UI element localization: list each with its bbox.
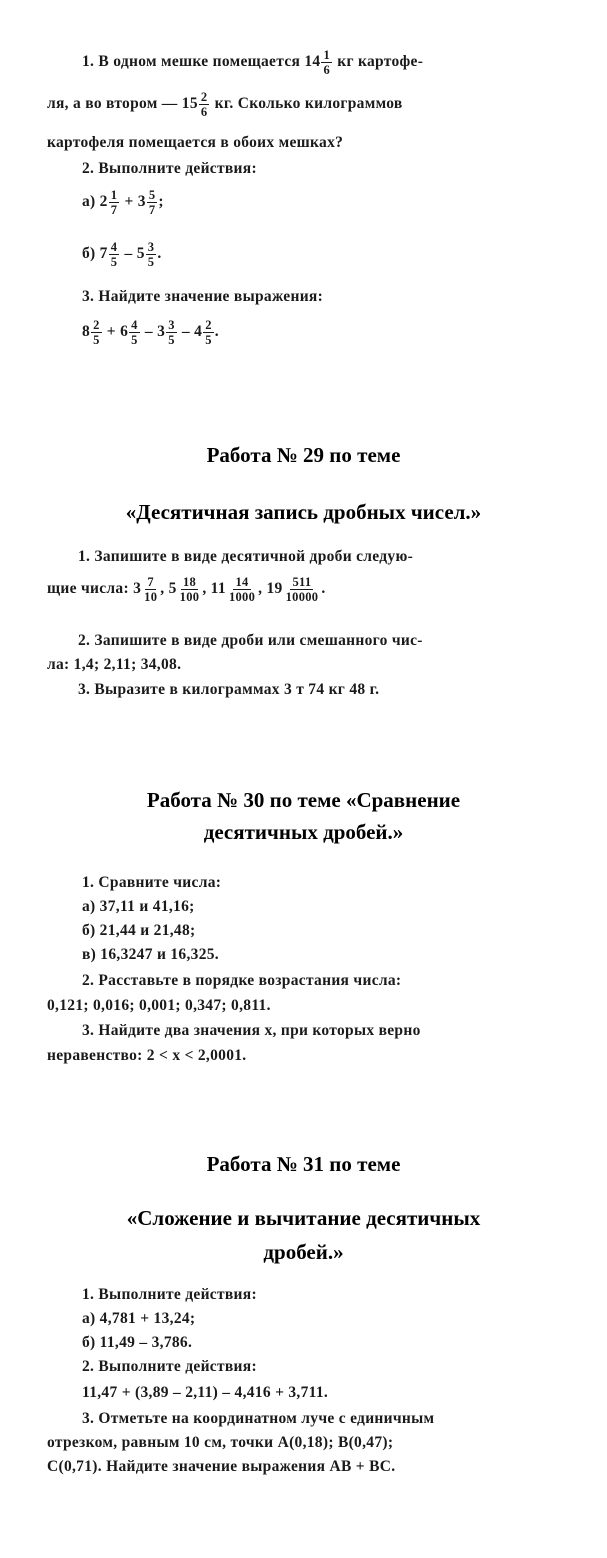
fraction: $\frac{4}{5}$ — [131, 318, 138, 347]
fraction: $\frac{18}{100}$ — [179, 575, 200, 604]
work-31-task-3-line-2: отрезком, равным 10 см, точки A(0,18); B(0,47); — [47, 1434, 394, 1451]
work-31-title: Работа № 31 по теме — [206, 1152, 401, 1176]
work-30-task-2-line-2: 0,121; 0,016; 0,001; 0,347; 0,811. — [47, 997, 271, 1014]
work-30-task-1-heading: 1. Сравните числа: — [82, 874, 222, 891]
work-29-topic: «Десятичная запись дробных чисел.» — [125, 500, 482, 524]
work-30-task-2-line-1: 2. Расставьте в порядке возрастания числа: — [82, 972, 402, 989]
task-1-line-2: ля, а во втором — 15 $\frac{2}{6}$ кг. Сколько килограммов — [47, 90, 403, 119]
fraction: $\frac{3}{5}$ — [168, 318, 175, 347]
fraction: $\frac{5}{7}$ — [148, 188, 156, 217]
fraction: $\frac{7}{10}$ — [144, 575, 158, 604]
work-31-task-3-line-1: 3. Отметьте на координатном луче с единичным — [82, 1410, 435, 1427]
work-31-task-1b: б) 11,49 – 3,786. — [82, 1334, 193, 1351]
work-29-task-1-line-2: щие числа: 3 $\frac{7}{10}$ , 5 $\frac{18}{100}$ , 11 $\frac{14}{1000}$ , 19 $\frac{511}{10000}$ . — [47, 575, 326, 604]
work-30-task-1c: в) 16,3247 и 16,325. — [82, 946, 219, 963]
work-30-title: Работа № 30 по теме «Сравнение — [146, 788, 461, 812]
work-31-task-2-expression: 11,47 + (3,89 – 2,11) – 4,416 + 3,711. — [82, 1384, 329, 1401]
fraction: $\frac{4}{5}$ — [110, 240, 118, 269]
work-30-topic: десятичных дробей.» — [203, 820, 404, 844]
work-29-task-2-line-1: 2. Запишите в виде дроби или смешанного чис- — [78, 632, 423, 649]
work-31-task-2-heading: 2. Выполните действия: — [82, 1358, 257, 1375]
work-29-task-2-line-2: ла: 1,4; 2,11; 34,08. — [47, 656, 182, 673]
work-30-task-1b: б) 21,44 и 21,48; — [82, 922, 196, 939]
task-3-heading: 3. Найдите значение выражения: — [82, 288, 324, 305]
fraction: $\frac{1}{7}$ — [110, 188, 118, 217]
fraction: $\frac{3}{5}$ — [147, 240, 155, 269]
fraction: $\frac{2}{5}$ — [205, 318, 212, 347]
work-31-task-1-heading: 1. Выполните действия: — [82, 1286, 257, 1303]
work-30-task-1a: а) 37,11 и 41,16; — [82, 898, 195, 915]
work-30-task-3-line-1: 3. Найдите два значения x, при которых верно — [82, 1022, 421, 1039]
work-31-topic-line-1: «Сложение и вычитание десятичных — [126, 1206, 481, 1230]
fraction: $\frac{511}{10000}$ — [285, 575, 319, 604]
fraction: $\frac{2}{5}$ — [93, 318, 100, 347]
work-29-task-1-line-1: 1. Запишите в виде десятичной дроби следую- — [78, 548, 414, 565]
task-2-heading: 2. Выполните действия: — [82, 160, 257, 177]
task-1-line-1: 1. В одном мешке помещается 14 $\frac{1}{6}$ кг картофе- — [82, 48, 424, 77]
work-31-topic-line-2: дробей.» — [263, 1240, 344, 1264]
work-30-task-3-line-2: неравенство: 2 < x < 2,0001. — [47, 1047, 247, 1064]
work-31-task-1a: а) 4,781 + 13,24; — [82, 1310, 196, 1327]
work-29-task-3: 3. Выразите в килограммах 3 т 74 кг 48 г. — [78, 681, 380, 698]
work-31-task-3-line-3: C(0,71). Найдите значение выражения AB + BC. — [47, 1458, 396, 1475]
fraction: $\frac{1}{6}$ — [323, 48, 331, 77]
task-2a: а) 2 $\frac{1}{7}$ + 3 $\frac{5}{7}$ ; — [82, 188, 164, 217]
fraction: $\frac{14}{1000}$ — [228, 575, 256, 604]
task-3-expression: 8 $\frac{2}{5}$ + 6 $\frac{4}{5}$ – 3 $\frac{3}{5}$ – 4 $\frac{2}{5}$ . — [82, 318, 219, 347]
fraction: $\frac{2}{6}$ — [200, 90, 208, 119]
task-1-line-3: картофеля помещается в обоих мешках? — [47, 134, 344, 151]
task-2b: б) 7 $\frac{4}{5}$ – 5 $\frac{3}{5}$ . — [82, 240, 162, 269]
work-29-title: Работа № 29 по теме — [206, 443, 401, 467]
